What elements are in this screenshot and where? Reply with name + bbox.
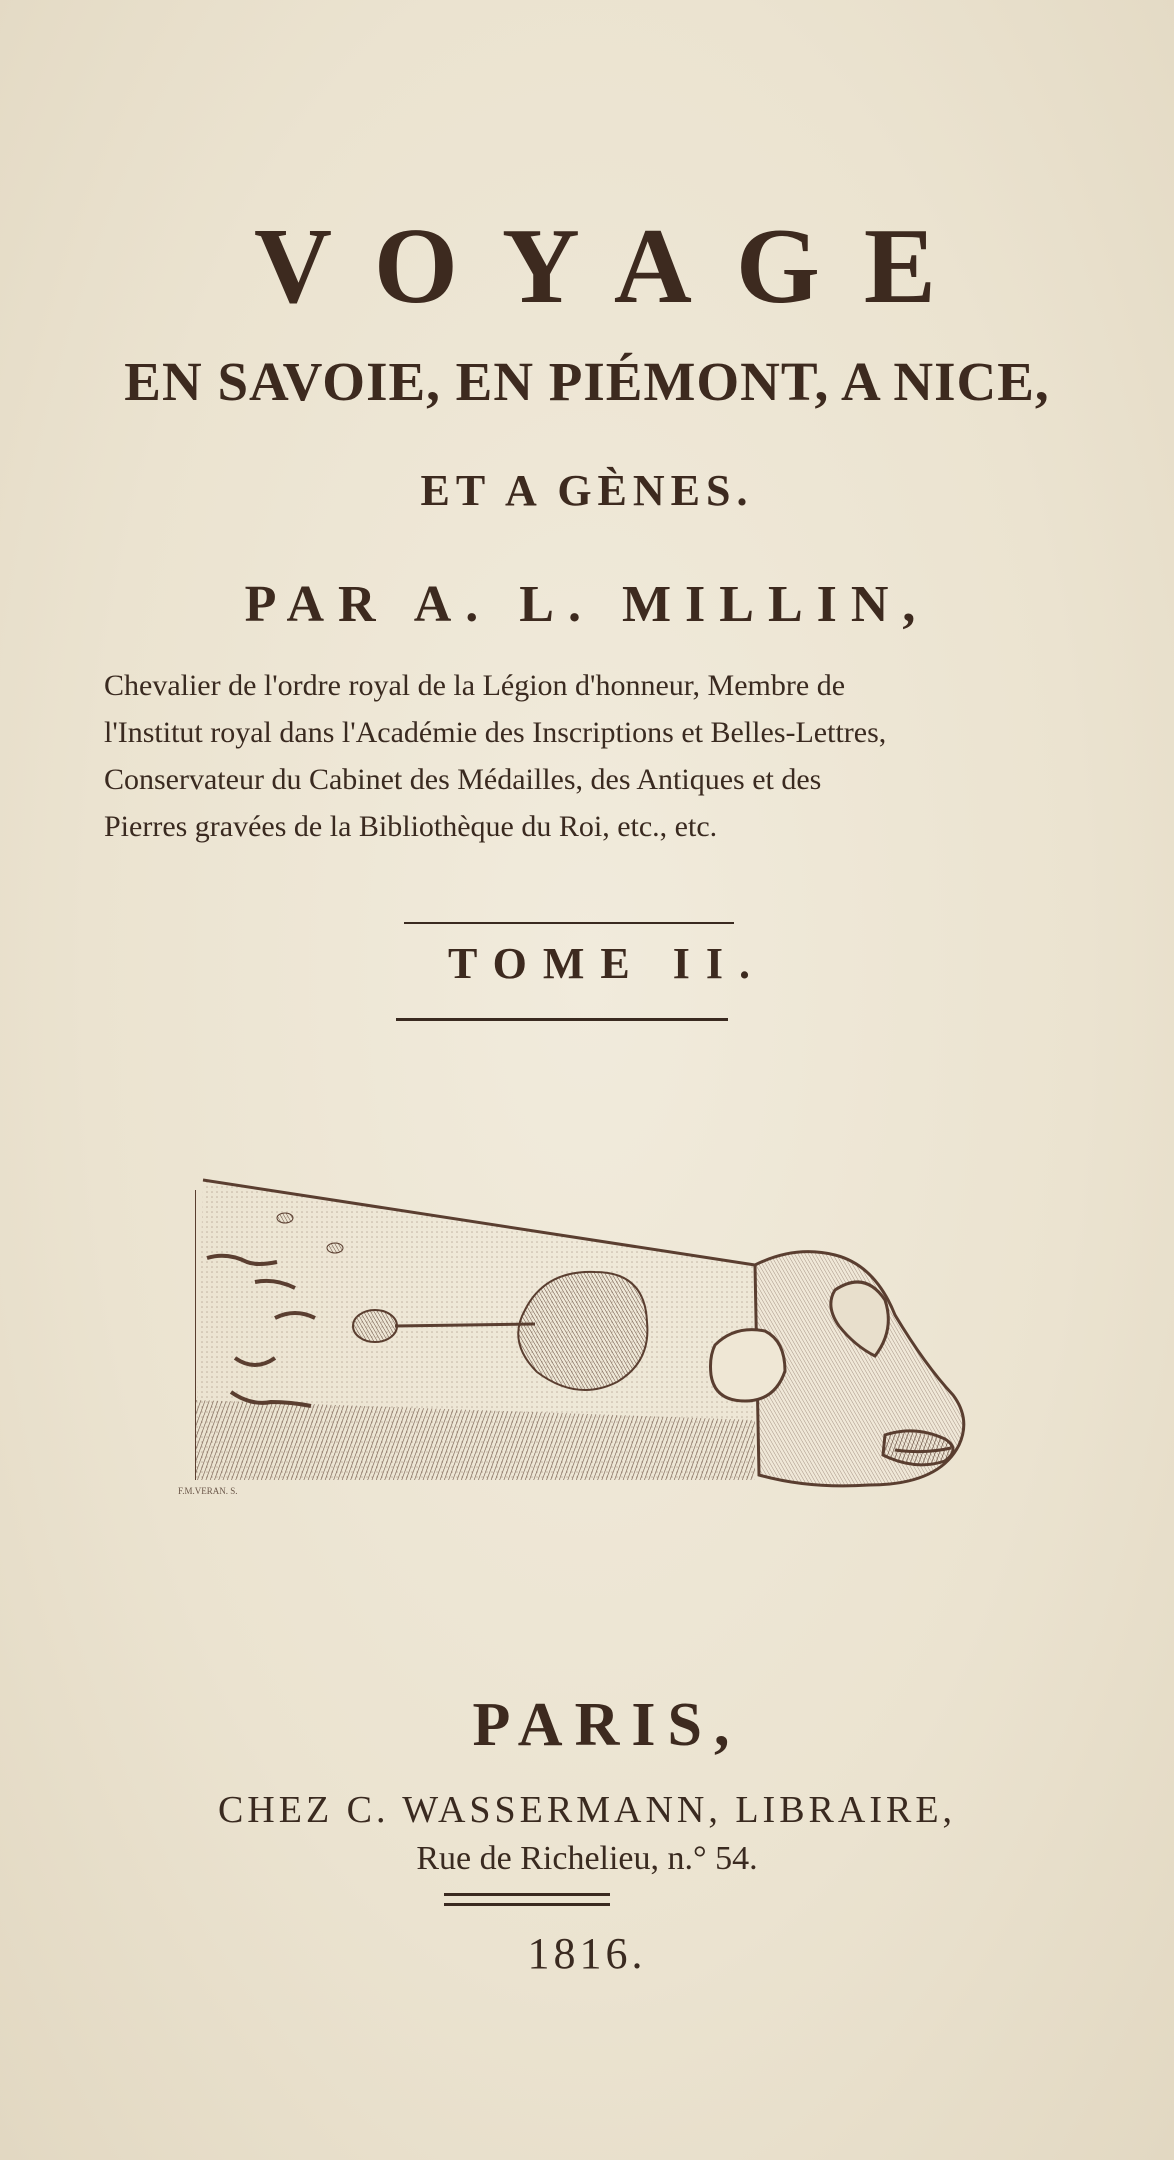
double-rule-top [444, 1893, 610, 1896]
double-rule-bottom [444, 1903, 610, 1906]
engraved-ram-head-spout-icon [195, 1170, 995, 1510]
imprint-city: PARIS, [472, 1691, 742, 1759]
author-line: PAR A. L. MILLIN, [244, 576, 930, 633]
credential-line: Pierres gravées de la Bibliothèque du Roi, etc., etc. [104, 810, 718, 843]
author-credentials [104, 662, 1079, 850]
imprint-year: 1816. [527, 1929, 647, 1978]
imprint-address: Rue de Richelieu, n.° 54. [416, 1840, 758, 1877]
credential-line: l'Institut royal dans l'Académie des Inscriptions et Belles-Lettres, [104, 716, 887, 749]
volume-label: TOME II. [448, 939, 766, 988]
engraver-signature: F.M.VERAN. S. [178, 1486, 238, 1496]
credential-line: Conservateur du Cabinet des Médailles, des Antiques et des [104, 763, 822, 796]
book-subtitle-line2: ET A GÈNES. [420, 466, 754, 515]
book-subtitle: EN SAVOIE, EN PIÉMONT, A NICE, [124, 351, 1050, 412]
imprint-publisher: CHEZ C. WASSERMANN, LIBRAIRE, [217, 1789, 957, 1831]
rule-above-volume [404, 922, 734, 924]
credential-line: Chevalier de l'ordre royal de la Légion d'honneur, Membre de [104, 669, 846, 702]
book-title: VOYAGE [254, 207, 980, 326]
rule-below-volume [396, 1018, 728, 1021]
